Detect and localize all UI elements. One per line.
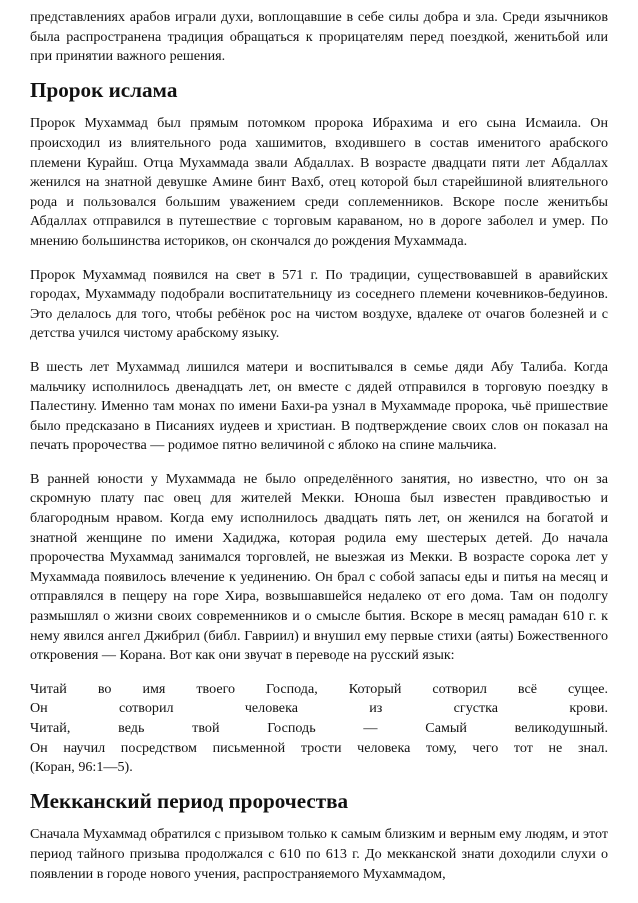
section-heading-meccan-period: Мекканский период пророчества (30, 788, 349, 813)
document-page (30, 8, 608, 898)
paragraph-secret-call: Сначала Мухаммад обратился с призывом только к самым близким и верным ему людям, и этот период тайного призыва продолжался с 610 по 613 г. До мекканской знати доходили слухи о появлении в городе нового учения, распространяемого Мухаммадом, (30, 826, 608, 882)
quote-citation: (Коран, 96:1—5). (30, 759, 133, 776)
paragraph-lineage: Пророк Мухаммад был прямым потомком пророка Ибрахима и его сына Исмаила. Он происходил из влиятельного рода хашимитов, входившего в состав именитого арабского племени Курайш. Отца Мухаммада звали Абдаллах. В возрасте двадцати пяти лет Абдаллах женился на знатной девушке Амине бинт Вахб, отец которой был старейшиной влиятельного рода и пользовался большим уважением среди соплеменников. Вскоре после женитьбы Абдаллах отправился в путешествие с торговым караваном, но в дороге заболел и умер. По мнению большинства историков, он скончался до рождения Мухаммада. (30, 115, 608, 249)
quote-line: Читай во имя твоего Господа, Который сотворил всё сущее. (30, 680, 608, 697)
paragraph-youth-revelation: В ранней юности у Мухаммада не было определённого занятия, но известно, что он за скромную плату пас овец для жителей Мекки. Юноша был известен правдивостью и благородным нравом. Когда ему исполнилось двадцать пять лет, он женился на богатой и знатной женщине по имени Хадиджа, которая родила ему шестерых детей. До начала пророчества Мухаммад занимался торговлей, не выезжая из Мекки. В возрасте сорока лет у Мухаммада появилось влечение к уединению. Он брал с собой запасы еды и питья на месяц и отправлялся в пещеру на горе Хира, возвышавшейся недалеко от его дома. Там он подолгу размышлял о жизни своих современников и о смысле бытия. Вскоре в месяц рамадан 610 г. к нему явился ангел Джибрил (библ. Гавриил) и внушил ему первые стихи (аяты) Божественного откровения — Корана. Вот как они звучат в переводе на русский язык: (30, 470, 608, 664)
intro-paragraph: представлениях арабов играли духи, воплощавшие в себе силы добра и зла. Среди язычников была распространена традиция обращаться к прорицателям перед поездкой, женитьбой или при принятии важного решения. (30, 9, 608, 65)
section-heading-prophet-of-islam: Пророк ислама (30, 77, 178, 102)
quote-line: Читай, ведь твой Господь — Самый великодушный. (30, 720, 608, 736)
quote-line: Он сотворил человека из сгустка крови. (30, 700, 608, 717)
quote-line: Он научил посредством письменной трости человека тому, чего тот не знал. (30, 739, 608, 756)
paragraph-childhood: В шесть лет Мухаммад лишился матери и воспитывался в семье дяди Абу Талиба. Когда мальчику исполнилось двенадцать лет, он вместе с дядей отправился в торговую поездку в Палестину. Именно там монах по имени Бахи-ра узнал в Мухаммаде пророка, чьё пришествие было предсказано в Писаниях иудеев и христиан. В подтверждение своих слов он показал на печать пророчества — родимое пятно величиной с яблоко на спине мальчика. (30, 358, 608, 454)
quran-quote (30, 680, 608, 778)
paragraph-birth: Пророк Мухаммад появился на свет в 571 г. По традиции, существовавшей в аравийских городах, Мухаммаду подобрали воспитательницу из соседнего племени кочевников-бедуинов. Это делалось для того, чтобы ребёнок рос на чистом воздухе, вдалеке от очагов болезней и с детства учился чистому арабскому языку. (30, 266, 608, 342)
